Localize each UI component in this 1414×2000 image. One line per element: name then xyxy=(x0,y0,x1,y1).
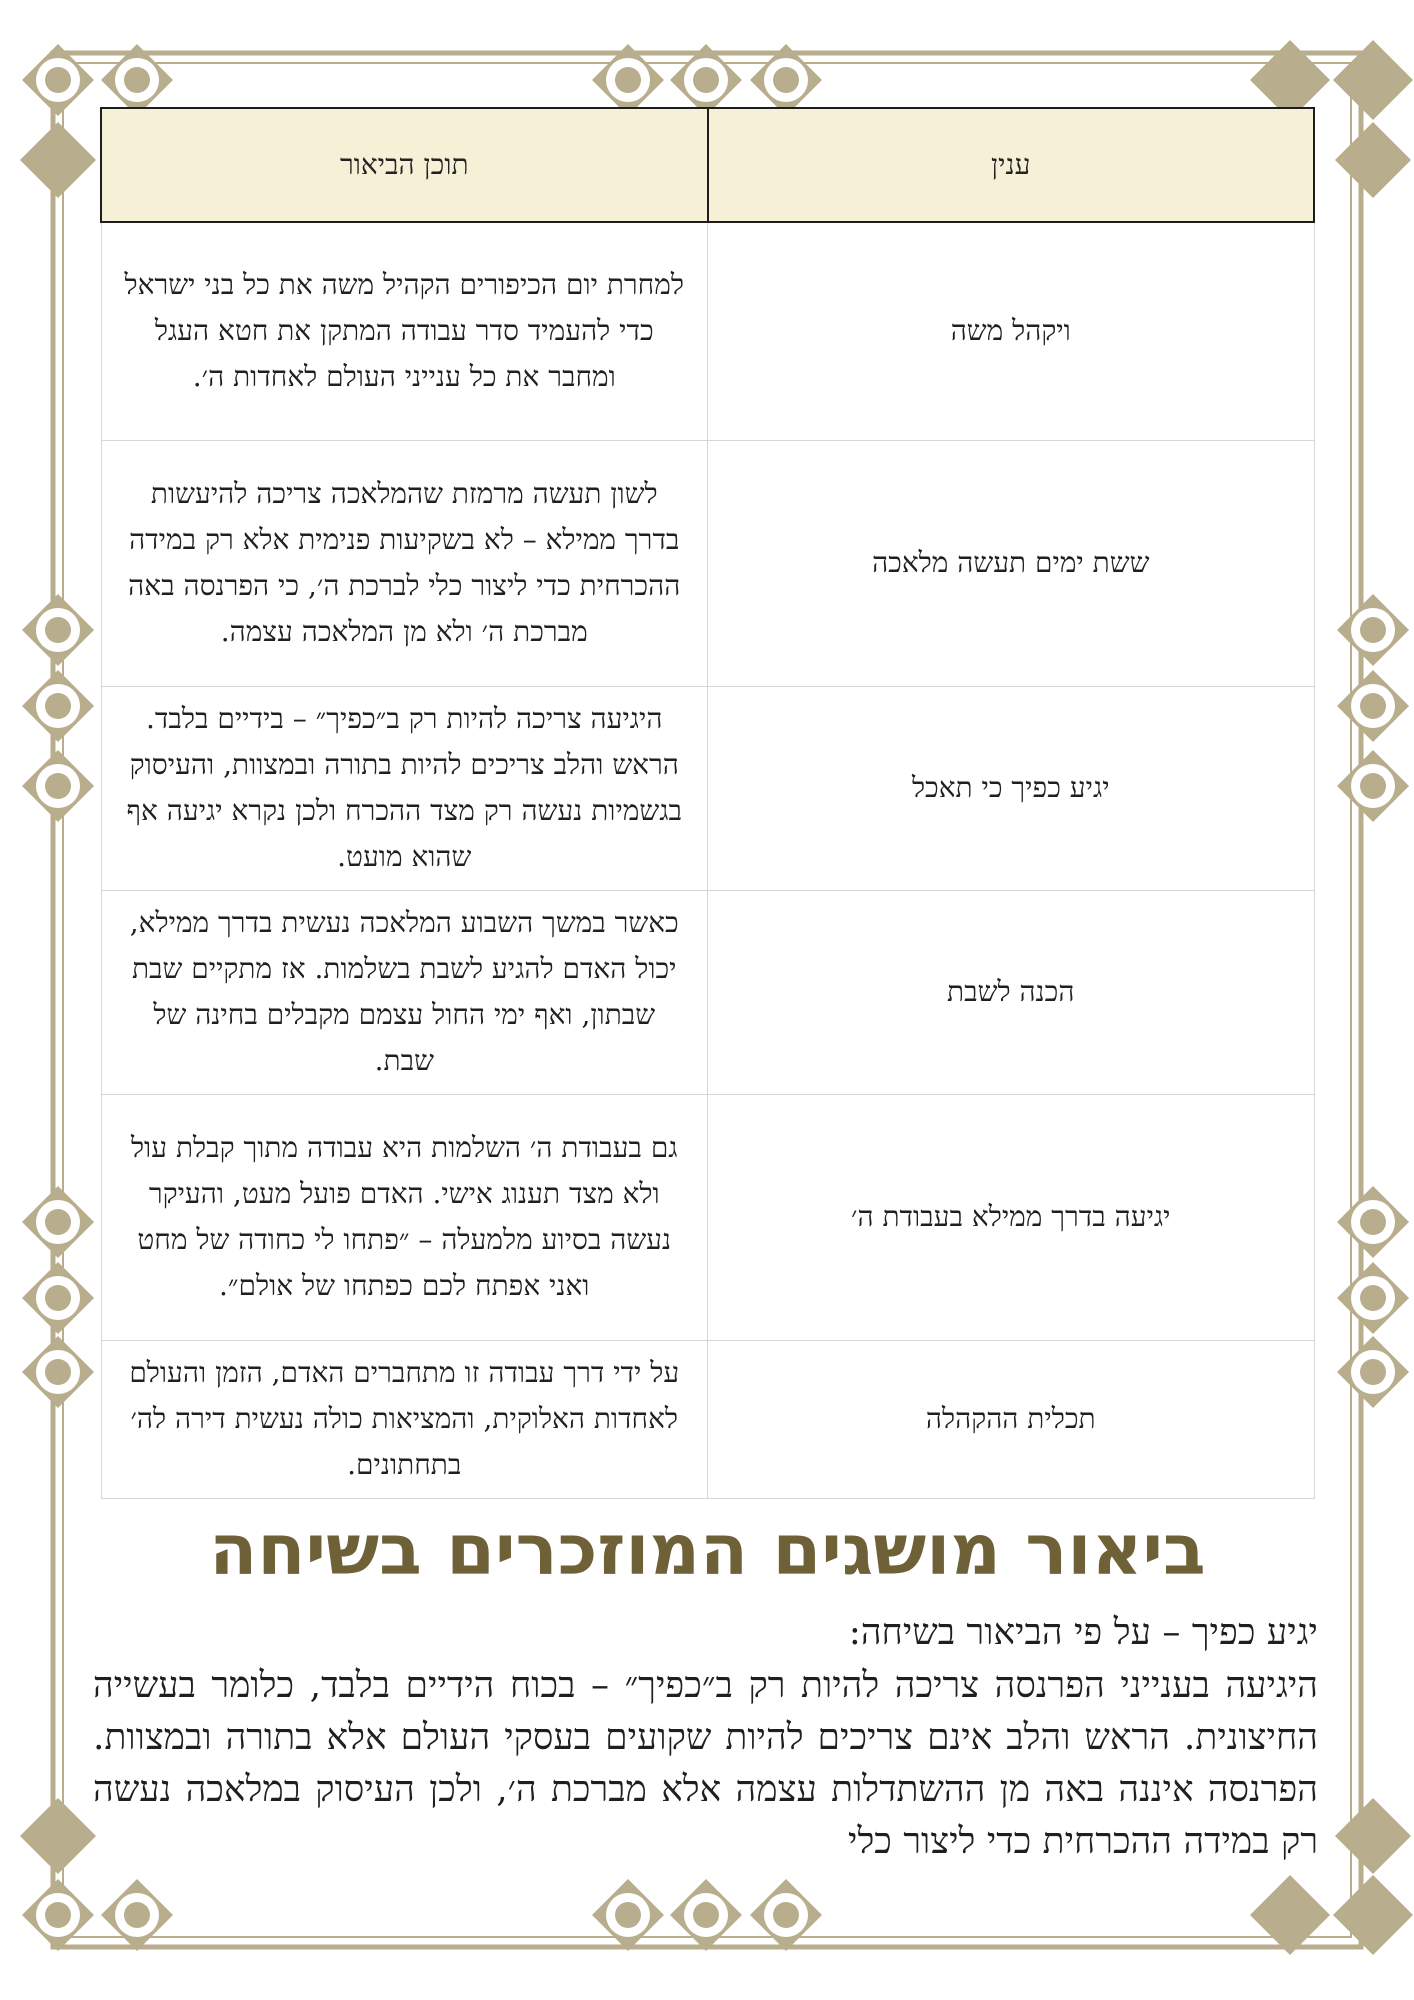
ornament-dot xyxy=(1360,693,1386,719)
ornament-dot xyxy=(45,1902,71,1928)
topic-cell: יגיע כפיך כי תאכל xyxy=(708,686,1315,890)
ornament-diamond xyxy=(1333,1875,1413,1955)
ornament-dot xyxy=(693,67,719,93)
ornament-dot xyxy=(45,1209,71,1235)
term-line: יגיע כפיך – על פי הביאור בשיחה: xyxy=(848,1612,1318,1653)
ornament-dot xyxy=(45,1359,71,1385)
topic-cell: ששת ימים תעשה מלאכה xyxy=(708,440,1315,686)
terms-table xyxy=(100,107,1315,1499)
explanation-cell: לשון תעשה מרמזת שהמלאכה צריכה להיעשות בדרך ממילא – לא בשקיעות פנימית אלא רק במידה ההכרחית כדי ליצור כלי לברכת ה׳, כי הפרנסה באה מברכת ה׳ ולא מן המלאכה עצמה. xyxy=(101,440,708,686)
topic-cell: ויקהל משה xyxy=(708,222,1315,440)
ornament-dot xyxy=(773,1902,799,1928)
ornament-dot xyxy=(45,617,71,643)
ornament-dot xyxy=(773,67,799,93)
explanation-cell: כאשר במשך השבוע המלאכה נעשית בדרך ממילא, יכול האדם להגיע לשבת בשלמות. אז מתקיים שבת שבתון, ואף ימי החול עצמם מקבלים בחינה של שבת. xyxy=(101,890,708,1094)
ornament-diamond xyxy=(1335,122,1411,198)
ornament-dot xyxy=(45,693,71,719)
ornament-dot xyxy=(1360,1209,1386,1235)
explanation-cell: גם בעבודת ה׳ השלמות היא עבודה מתוך קבלת עול ולא מצד תענוג אישי. האדם פועל מעט, והעיקר נעשה בסיוע מלמעלה – ״פתחו לי כחודה של מחט ואני אפתח לכם כפתחו של אולם״. xyxy=(101,1094,708,1340)
table-row xyxy=(101,440,1314,686)
section-heading: ביאור מושגים המוזכרים בשיחה xyxy=(209,1509,1206,1591)
ornament-diamond xyxy=(1335,1798,1411,1874)
ornament-dot xyxy=(615,1902,641,1928)
ornament-dot xyxy=(615,67,641,93)
explanation-cell: על ידי דרך עבודה זו מתחברים האדם, הזמן והעולם לאחדות האלוקית, והמציאות כולה נעשית דירה לה׳ בתחתונים. xyxy=(101,1340,708,1498)
table-row xyxy=(101,686,1314,890)
ornament-dot xyxy=(1360,617,1386,643)
ornament-dot xyxy=(45,67,71,93)
ornament-dot xyxy=(1360,773,1386,799)
ornament-dot xyxy=(1360,1359,1386,1385)
ornament-diamond xyxy=(20,122,96,198)
ornament-dot xyxy=(45,1285,71,1311)
table-row xyxy=(101,890,1314,1094)
ornament-dot xyxy=(124,67,150,93)
topic-cell: הכנה לשבת xyxy=(708,890,1315,1094)
body-paragraph: היגיעה בענייני הפרנסה צריכה להיות רק ב״כפיך״ – בכוח הידיים בלבד, כלומר בעשייה החיצונית. הראש והלב אינם צריכים להיות שקועים בעסקי העולם אלא בתורה ובמצוות. הפרנסה איננה באה מן ההשתדלות עצמה אלא מברכת ה׳, ולכן העיסוק במלאכה נעשה רק במידה ההכרחית כדי ליצור כלי xyxy=(93,1665,1318,1862)
explanation-cell: היגיעה צריכה להיות רק ב״כפיך״ – בידיים בלבד. הראש והלב צריכים להיות בתורה ובמצוות, והעיסוק בגשמיות נעשה רק מצד ההכרח ולכן נקרא יגיעה אף שהוא מועט. xyxy=(101,686,708,890)
header-topic: ענין xyxy=(708,108,1315,222)
table-row xyxy=(101,222,1314,440)
ornament-dot xyxy=(1360,1285,1386,1311)
ornament-dot xyxy=(124,1902,150,1928)
header-explanation: תוכן הביאור xyxy=(101,108,708,222)
table-row xyxy=(101,1094,1314,1340)
ornament-dot xyxy=(693,1902,719,1928)
ornament-diamond xyxy=(20,1798,96,1874)
ornament-dot xyxy=(45,773,71,799)
topic-cell: יגיעה בדרך ממילא בעבודת ה׳ xyxy=(708,1094,1315,1340)
topic-cell: תכלית ההקהלה xyxy=(708,1340,1315,1498)
explanation-cell: למחרת יום הכיפורים הקהיל משה את כל בני ישראל כדי להעמיד סדר עבודה המתקן את חטא העגל ומחבר את כל ענייני העולם לאחדות ה׳. xyxy=(101,222,708,440)
table-header-row xyxy=(101,108,1314,222)
table-row xyxy=(101,1340,1314,1498)
ornament-diamond xyxy=(1250,1875,1330,1955)
